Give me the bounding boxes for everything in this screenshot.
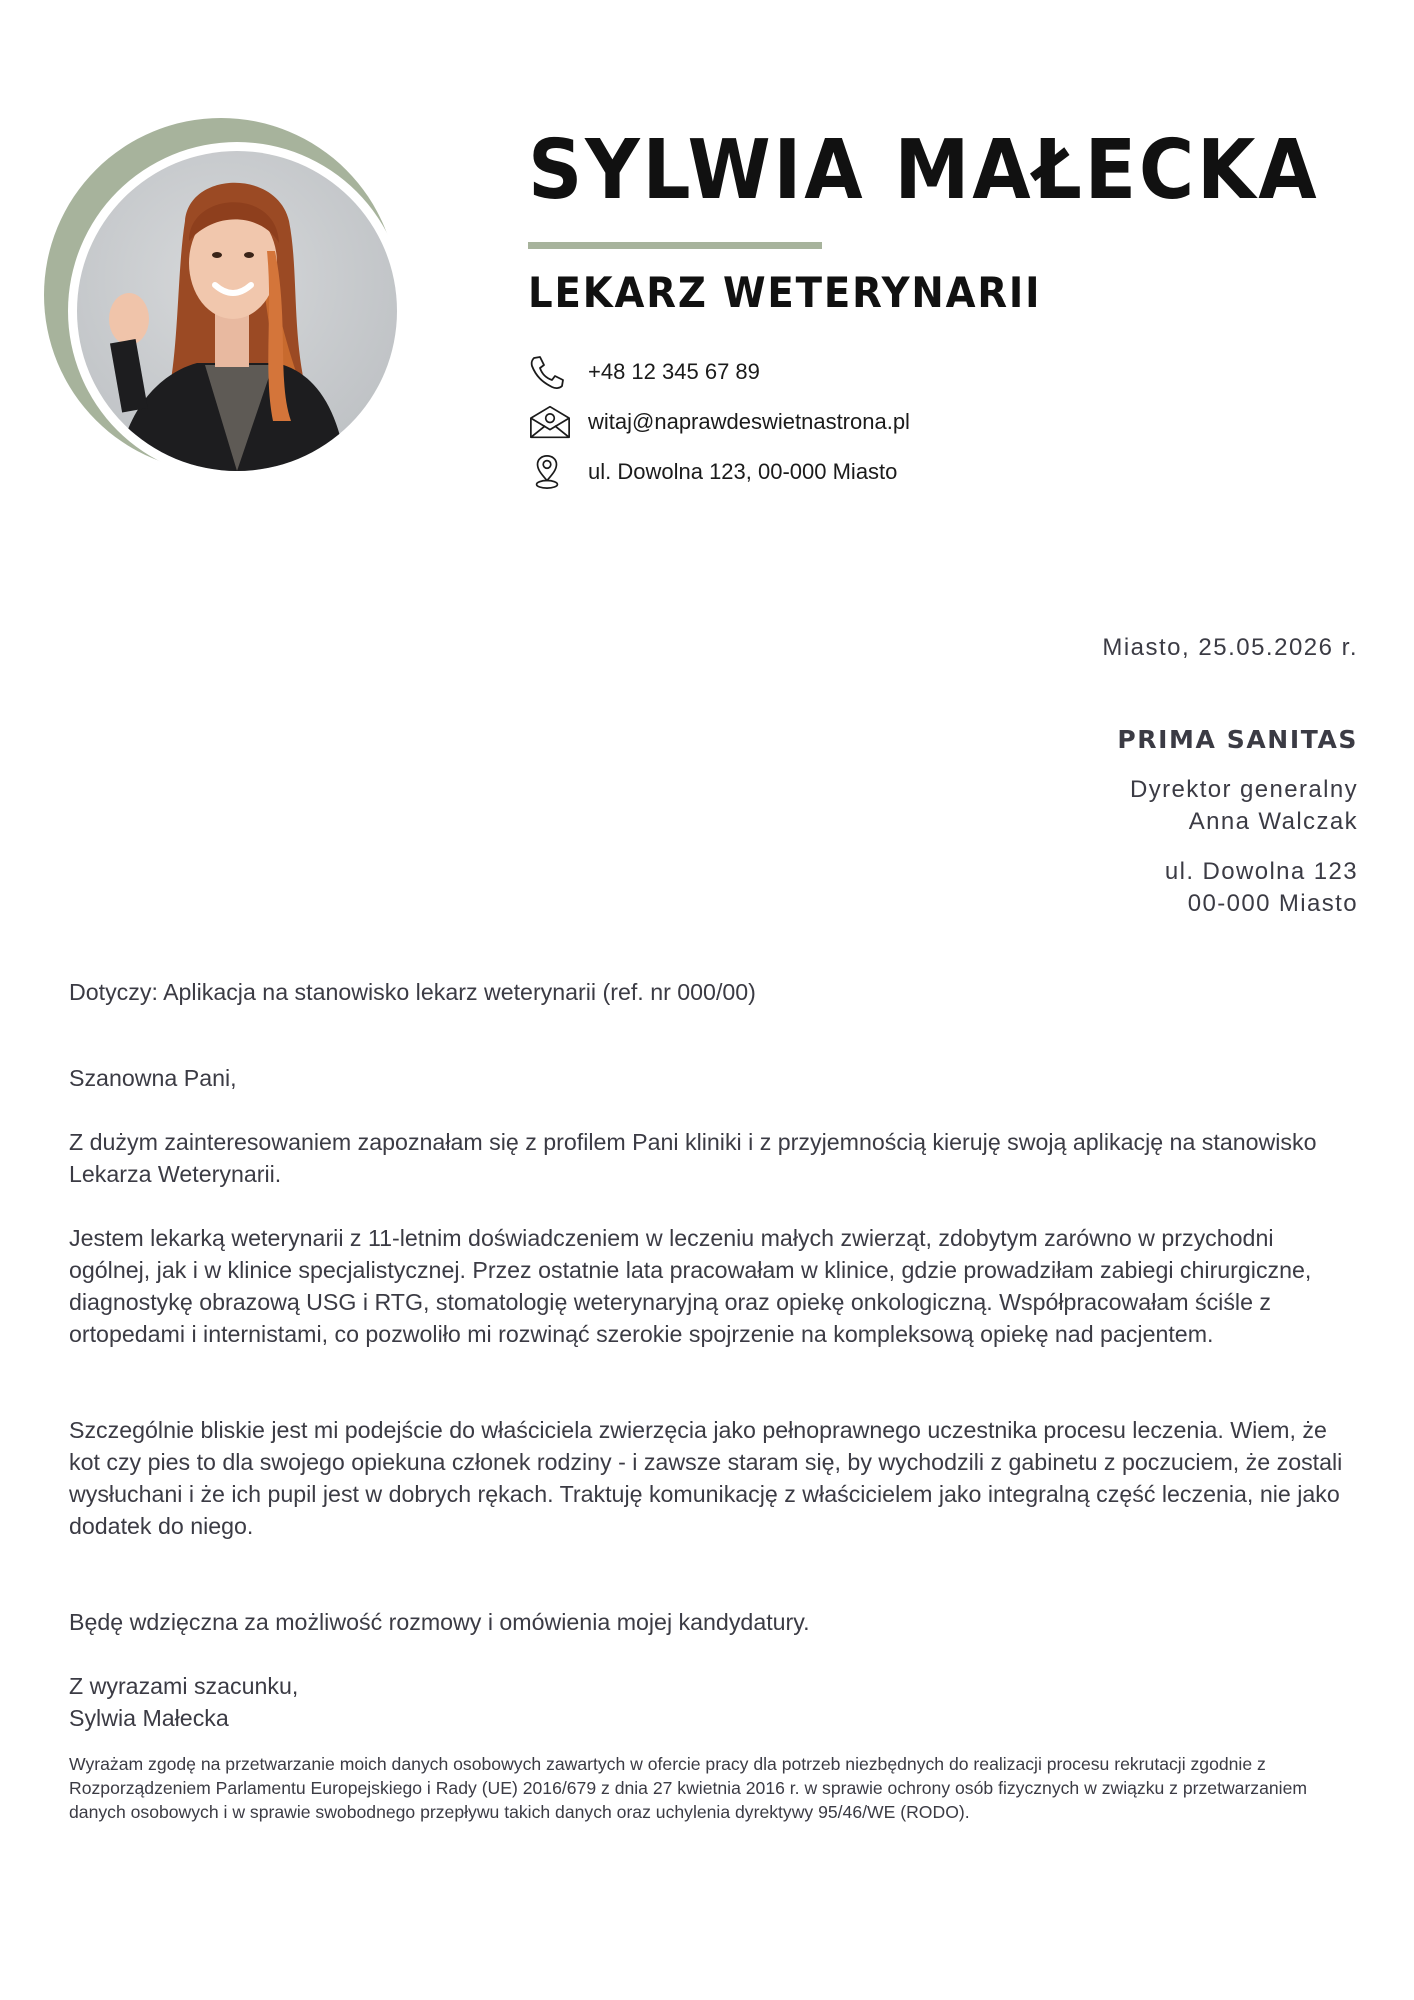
job-title: LEKARZ WETERYNARII [528, 268, 1042, 317]
letter-salutation: Szanowna Pani, [69, 1065, 237, 1091]
recipient-street: ul. Dowolna 123 [1164, 858, 1358, 885]
recipient-person: Anna Walczak [1188, 808, 1358, 835]
recipient-position: Dyrektor generalny [1130, 776, 1358, 803]
phone-icon [528, 352, 572, 392]
gdpr-consent-clause: Wyrażam zgodę na przetwarzanie moich danych osobowych zawartych w ofercie pracy dla potrzeb niezbędnych do realizacji procesu rekrutacji zgodnie z Rozporządzeniem Parlamentu Europejskiego i Rady (UE) 2016/679 z dnia 27 kwietnia 2016 r. w sprawie ochrony osób fizycznych w związku z przetwarzaniem danych osobowych i w sprawie swobodnego przepływu takich danych oraz uchylenia dyrektywy 95/46/WE (RODO). [69, 1754, 1308, 1822]
contact-phone [528, 352, 760, 392]
letter-subject: Dotyczy: Aplikacja na stanowisko lekarz weterynarii (ref. nr 000/00) [69, 979, 756, 1005]
letter-paragraph-1 [69, 1126, 1359, 1190]
recipient-address [1165, 856, 1358, 920]
email-text: witaj@naprawdeswietnastrona.pl [588, 409, 910, 434]
contact-email [528, 402, 910, 442]
letter-paragraph-2 [69, 1222, 1359, 1350]
envelope-icon [528, 402, 572, 442]
signature-name: Sylwia Małecka [69, 1705, 229, 1731]
candidate-name: SYLWIA MAŁECKA [528, 123, 1320, 218]
name-underline [528, 242, 822, 249]
paragraph-text: Z dużym zainteresowaniem zapoznałam się z profilem Pani kliniki i z przyjemnością kieruję swoją aplikację na stanowisko Lekarza Weterynarii. [69, 1129, 1317, 1187]
address-text: ul. Dowolna 123, 00-000 Miasto [588, 459, 898, 484]
paragraph-text: Jestem lekarką weterynarii z 11-letnim doświadczeniem w leczeniu małych zwierząt, zdobytym zarówno w przychodni ogólnej, jak i w klinice specjalistycznej. Przez ostatnie lata pracowałam w klinice, gdzie prowadziłam zabiegi chirurgiczne, diagnostykę obrazową USG i RTG, stomatologię weterynaryjną oraz opiekę onkologiczną. Współpracowałam ściśle z ortopedami i internistami, co pozwoliło mi rozwinąć szerokie spojrzenie na kompleksową opiekę nad pacjentem. [69, 1225, 1312, 1347]
location-pin-icon [528, 452, 572, 492]
closing-phrase: Z wyrazami szacunku, [69, 1673, 299, 1699]
profile-photo-frame [44, 118, 406, 480]
letter-sign-off [69, 1670, 1359, 1734]
letter-date: Miasto, 25.05.2026 r. [1102, 634, 1358, 661]
letter-closing-request: Będę wdzięczna za możliwość rozmowy i omówienia mojej kandydatury. [69, 1609, 810, 1635]
letter-paragraph-3 [69, 1414, 1359, 1542]
phone-text: +48 12 345 67 89 [588, 359, 760, 384]
profile-photo [77, 151, 397, 471]
contact-address [528, 452, 897, 492]
recipient-company: PRIMA SANITAS [1117, 725, 1358, 754]
recipient-city: 00-000 Miasto [1187, 890, 1358, 917]
paragraph-text: Szczególnie bliskie jest mi podejście do właściciela zwierzęcia jako pełnoprawnego uczestnika procesu leczenia. Wiem, że kot czy pies to dla swojego opiekuna członek rodziny - i zawsze staram się, by wychodzili z gabinetu z poczuciem, że zostali wysłuchani i że ich pupil jest w dobrych rękach. Traktuję komunikację z właścicielem jako integralną część leczenia, nie jako dodatek do niego. [69, 1417, 1343, 1539]
recipient-contact [1130, 774, 1358, 838]
